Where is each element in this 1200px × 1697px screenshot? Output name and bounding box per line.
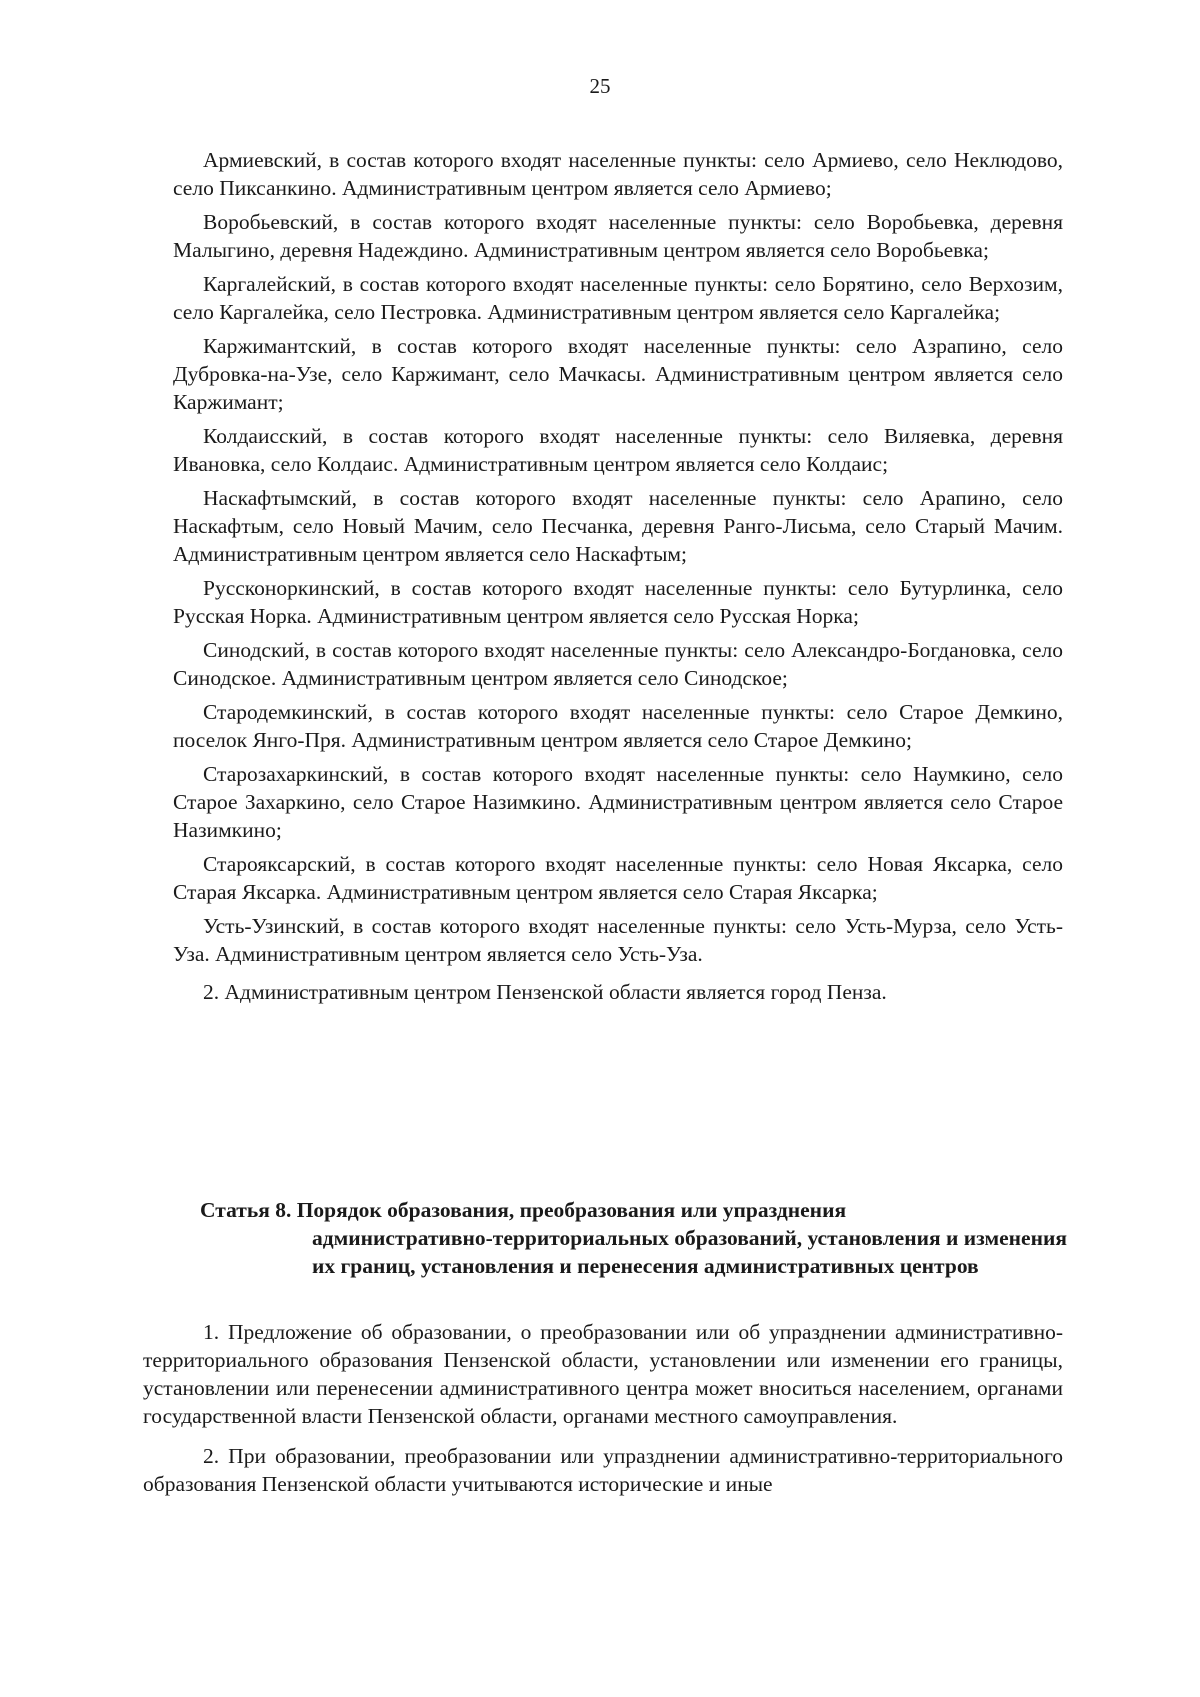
article-paragraph: 1. Предложение об образовании, о преобразовании или об упразднении административно-территориального образования Пензенской области, установлении или изменении его границы, установлении или перенесении административного центра может вноситься населением, органами государственной власти Пензенской области, органами местного самоуправления. (143, 1320, 1063, 1428)
list-item: Старояксарский, в состав которого входят населенные пункты: село Новая Яксарка, село Старая Яксарка. Административным центром является село Старая Яксарка; (173, 852, 1063, 904)
list-item: Каргалейский, в состав которого входят населенные пункты: село Борятино, село Верхозим, село Каргалейка, село Пестровка. Административным центром является село Каргалейка; (173, 272, 1063, 324)
list-item: Наскафтымский, в состав которого входят населенные пункты: село Арапино, село Наскафтым, село Новый Мачим, село Песчанка, деревня Ранго-Лисьма, село Старый Мачим. Административным центром является село Наскафтым; (173, 486, 1063, 566)
point-2: 2. Административным центром Пензенской области является город Пенза. (203, 980, 887, 1004)
list-item: Стародемкинский, в состав которого входят населенные пункты: село Старое Демкино, поселок Янго-Пря. Административным центром является село Старое Демкино; (173, 700, 1063, 752)
list-item: Колдаисский, в состав которого входят населенные пункты: село Виляевка, деревня Ивановка, село Колдаис. Административным центром является село Колдаис; (173, 424, 1063, 476)
list-item: Старозахаркинский, в состав которого входят населенные пункты: село Наумкино, село Старое Захаркино, село Старое Назимкино. Административным центром является село Старое Назимкино; (173, 762, 1063, 842)
settlement-list (173, 146, 1063, 1006)
list-item: Усть-Узинский, в состав которого входят населенные пункты: село Усть-Мурза, село Усть-Уза. Административным центром является село Усть-Уза. (173, 914, 1063, 966)
page-number: 25 (589, 74, 611, 98)
article-paragraph: 2. При образовании, преобразовании или упразднении административно-территориального образования Пензенской области учитываются исторические и иные (143, 1444, 1063, 1496)
article-title-continued: административно-территориальных образований, установления и изменения их границ, установления и перенесения административных центров (312, 1226, 1067, 1278)
article-title: Статья 8. Порядок образования, преобразования или упразднения (200, 1198, 847, 1222)
list-item: Синодский, в состав которого входят населенные пункты: село Александро-Богдановка, село Синодское. Административным центром является село Синодское; (173, 638, 1063, 690)
list-item: Воробьевский, в состав которого входят населенные пункты: село Воробьевка, деревня Малыгино, деревня Надеждино. Административным центром является село Воробьевка; (173, 210, 1063, 262)
list-item: Руссконоркинский, в состав которого входят населенные пункты: село Бутурлинка, село Русская Норка. Административным центром является село Русская Норка; (173, 576, 1063, 628)
article-heading (200, 1196, 1080, 1280)
article-body (143, 1318, 1063, 1510)
list-item: Армиевский, в состав которого входят населенные пункты: село Армиево, село Неклюдово, село Пиксанкино. Административным центром является село Армиево; (173, 148, 1063, 200)
list-item: Каржимантский, в состав которого входят населенные пункты: село Азрапино, село Дубровка-на-Узе, село Каржимант, село Мачкасы. Административным центром является село Каржимант; (173, 334, 1063, 414)
